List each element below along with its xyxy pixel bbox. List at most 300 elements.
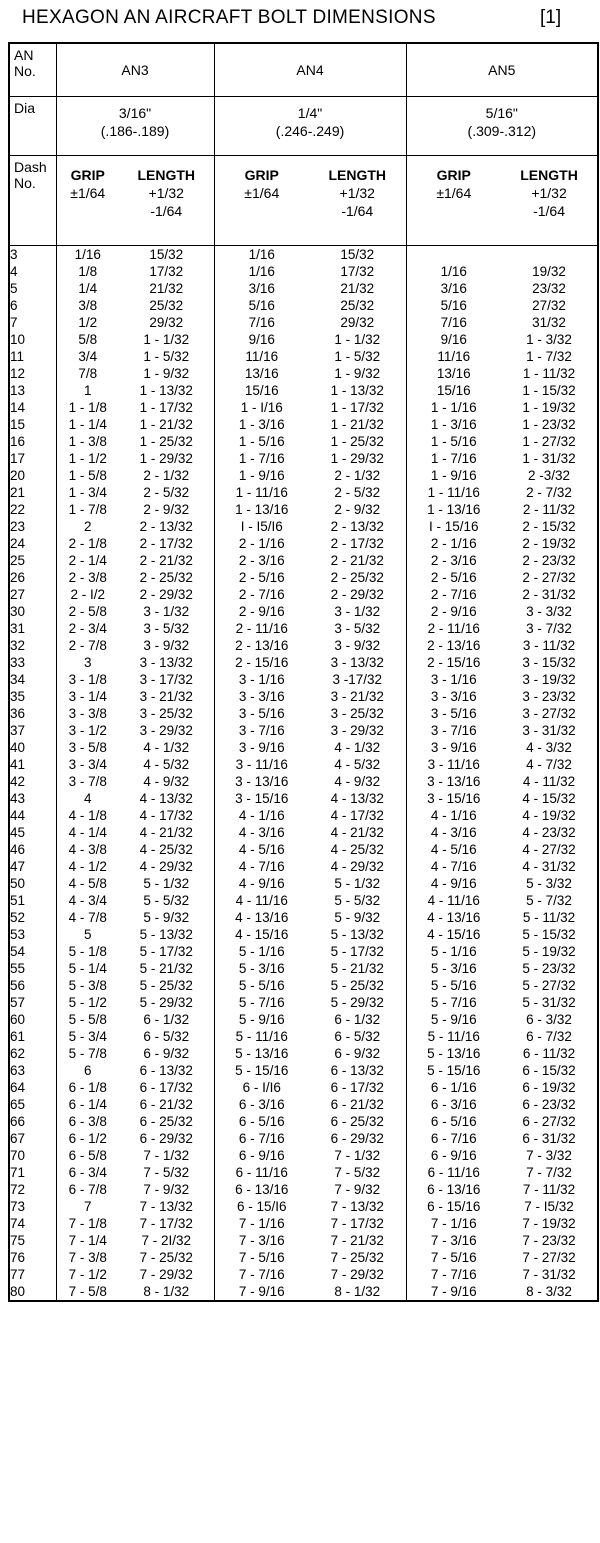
table-row bbox=[9, 569, 598, 586]
an4-length-cell: 2 - 29/32 bbox=[330, 587, 384, 602]
an3-length-cell: 17/32 bbox=[149, 264, 184, 279]
an3-length-cell: 6 - 25/32 bbox=[139, 1114, 193, 1129]
an3-length-cell: 1 - 5/32 bbox=[143, 349, 190, 364]
an5-grip-cell: 2 - 3/16 bbox=[406, 552, 501, 569]
dash-number-cell: 71 bbox=[10, 1165, 26, 1180]
an4-length-cell: 5 - 13/32 bbox=[330, 927, 384, 942]
grip-tolerance: ±1/64 bbox=[70, 185, 106, 201]
an3-grip-cell: 5 - 3/8 bbox=[56, 977, 119, 994]
an5-grip-cell: 7 - 9/16 bbox=[406, 1283, 501, 1301]
an4-grip-cell: 7 - 3/16 bbox=[214, 1232, 309, 1249]
an5-diameter bbox=[406, 97, 598, 156]
dash-number-cell: 35 bbox=[10, 689, 26, 704]
an5-length-cell: 2 - 31/32 bbox=[522, 587, 576, 602]
an5-dia-range: (.309-.312) bbox=[467, 123, 537, 139]
an4-length-cell: 6 - 5/32 bbox=[334, 1029, 381, 1044]
an5-length-cell: 4 - 19/32 bbox=[522, 808, 576, 823]
an3-grip-cell: 3 - 3/8 bbox=[56, 705, 119, 722]
table-row bbox=[9, 909, 598, 926]
an5-length-cell: 1 - 3/32 bbox=[526, 332, 572, 347]
an5-length-cell: 1 - 11/32 bbox=[522, 366, 576, 381]
an4-grip-cell: 3 - 7/16 bbox=[214, 722, 309, 739]
dash-number-cell: 70 bbox=[10, 1148, 26, 1163]
dash-number-cell: 6 bbox=[10, 298, 18, 313]
an5-grip-cell: 2 - 5/16 bbox=[406, 569, 501, 586]
table-row bbox=[9, 399, 598, 416]
an5-length-cell bbox=[501, 246, 598, 264]
an4-length-cell: 4 - 13/32 bbox=[330, 791, 384, 806]
an3-length-cell: 7 - 2I/32 bbox=[141, 1233, 192, 1248]
dash-number-cell: 13 bbox=[10, 383, 26, 398]
an5-length-cell: 6 - 31/32 bbox=[522, 1131, 576, 1146]
an5-grip-cell: 5 - 13/16 bbox=[406, 1045, 501, 1062]
dash-number-cell: 56 bbox=[10, 978, 26, 993]
table-row bbox=[9, 807, 598, 824]
an5-length-cell: 6 - 7/32 bbox=[526, 1029, 572, 1044]
an3-length-cell: 4 - 5/32 bbox=[143, 757, 190, 772]
table-row bbox=[9, 416, 598, 433]
an3-length-cell: 4 - 29/32 bbox=[139, 859, 193, 874]
an3-grip-cell: 1/8 bbox=[56, 263, 119, 280]
an4-length-cell: 2 - 13/32 bbox=[330, 519, 384, 534]
an5-length-cell: 6 - 15/32 bbox=[522, 1063, 576, 1078]
table-row bbox=[9, 1028, 598, 1045]
an3-grip-cell: 3 - 5/8 bbox=[56, 739, 119, 756]
an3-grip-cell: 6 - 7/8 bbox=[56, 1181, 119, 1198]
dash-number-cell: 61 bbox=[10, 1029, 26, 1044]
dash-number-cell: 74 bbox=[10, 1216, 26, 1231]
table-row bbox=[9, 263, 598, 280]
table-row bbox=[9, 365, 598, 382]
an5-length-cell: 1 - 31/32 bbox=[522, 451, 576, 466]
an4-grip-cell: 6 - 13/16 bbox=[214, 1181, 309, 1198]
an3-grip-cell: 1 - 3/8 bbox=[56, 433, 119, 450]
table-row bbox=[9, 552, 598, 569]
an4-length-cell: 1 - 17/32 bbox=[330, 400, 384, 415]
an4-length-cell: 7 - 25/32 bbox=[330, 1250, 384, 1265]
an4-length-cell: 7 - 9/32 bbox=[334, 1182, 381, 1197]
an4-grip-cell: 11/16 bbox=[214, 348, 309, 365]
dash-number-cell: 55 bbox=[10, 961, 26, 976]
an4-grip-cell: 1 - 9/16 bbox=[214, 467, 309, 484]
an4-length-cell: 3 - 9/32 bbox=[334, 638, 381, 653]
an5-grip-cell: 3 - 11/16 bbox=[406, 756, 501, 773]
an4-grip-cell: 1 - 3/16 bbox=[214, 416, 309, 433]
an4-length-cell: 2 - 1/32 bbox=[334, 468, 381, 483]
dash-number-cell: 7 bbox=[10, 315, 18, 330]
an3-grip-cell: 3 - 3/4 bbox=[56, 756, 119, 773]
an5-length-cell: 2 - 15/32 bbox=[522, 519, 576, 534]
an3-length-cell: 2 - 25/32 bbox=[139, 570, 193, 585]
an4-grip-cell: 3 - 1/16 bbox=[214, 671, 309, 688]
an4-grip-cell: 2 - 9/16 bbox=[214, 603, 309, 620]
dash-number-cell: 4 bbox=[10, 264, 18, 279]
an5-length-cell: 4 - 7/32 bbox=[526, 757, 572, 772]
an4-grip-cell: 5/16 bbox=[214, 297, 309, 314]
an4-grip-cell: 7 - 9/16 bbox=[214, 1283, 309, 1301]
table-row bbox=[9, 297, 598, 314]
an4-length-cell: 4 - 25/32 bbox=[330, 842, 384, 857]
an4-grip-cell: I - I5/I6 bbox=[214, 518, 309, 535]
header-row-columns bbox=[9, 156, 598, 246]
an5-length-cell: 1 - 19/32 bbox=[522, 400, 576, 415]
an3-length-cell: 2 - 5/32 bbox=[143, 485, 190, 500]
an4-grip-cell: 2 - 11/16 bbox=[214, 620, 309, 637]
an3-grip-cell: 6 bbox=[56, 1062, 119, 1079]
an5-grip-cell: 4 - 3/16 bbox=[406, 824, 501, 841]
an5-length-cell: 1 - 23/32 bbox=[522, 417, 576, 432]
dash-number-cell: 76 bbox=[10, 1250, 26, 1265]
dash-number-cell: 23 bbox=[10, 519, 26, 534]
an4-grip-cell: 4 - 7/16 bbox=[214, 858, 309, 875]
an3-grip-cell: 5 - 5/8 bbox=[56, 1011, 119, 1028]
table-row bbox=[9, 1079, 598, 1096]
dash-number-cell: 25 bbox=[10, 553, 26, 568]
an3-length-cell: 2 - 21/32 bbox=[139, 553, 193, 568]
an5-length-cell: 3 - 23/32 bbox=[522, 689, 576, 704]
an5-grip-cell: 6 - 3/16 bbox=[406, 1096, 501, 1113]
an3-grip-cell: 5 - 3/4 bbox=[56, 1028, 119, 1045]
an5-grip-cell: 6 - 13/16 bbox=[406, 1181, 501, 1198]
an4-grip-cell: 3 - 5/16 bbox=[214, 705, 309, 722]
reference-number: [1] bbox=[540, 7, 562, 28]
table-row bbox=[9, 824, 598, 841]
an3-grip-cell: 5 - 1/8 bbox=[56, 943, 119, 960]
length-title: LENGTH bbox=[520, 167, 578, 183]
dash-number-cell: 32 bbox=[10, 638, 26, 653]
table-row bbox=[9, 892, 598, 909]
dash-number-cell: 50 bbox=[10, 876, 26, 891]
dash-number-cell: 46 bbox=[10, 842, 26, 857]
an3-length-cell: 5 - 29/32 bbox=[139, 995, 193, 1010]
an4-length-cell: 6 - 29/32 bbox=[330, 1131, 384, 1146]
header-row-an bbox=[9, 43, 598, 97]
an4-grip-cell: 2 - 5/16 bbox=[214, 569, 309, 586]
an5-length-cell: 2 - 19/32 bbox=[522, 536, 576, 551]
an5-length-cell: 4 - 27/32 bbox=[522, 842, 576, 857]
dash-number-cell: 77 bbox=[10, 1267, 26, 1282]
an3-grip-cell: 2 - 7/8 bbox=[56, 637, 119, 654]
table-row bbox=[9, 467, 598, 484]
an5-length-cell: 3 - 7/32 bbox=[526, 621, 572, 636]
dash-number-cell: 36 bbox=[10, 706, 26, 721]
table-row bbox=[9, 1164, 598, 1181]
an4-grip-cell: 4 - 11/16 bbox=[214, 892, 309, 909]
length-tolerance-plus: +1/32 bbox=[148, 185, 184, 201]
an4-length-cell: 7 - 5/32 bbox=[334, 1165, 381, 1180]
an3-length-cell: 2 - 9/32 bbox=[143, 502, 190, 517]
an4-grip-cell: 6 - 5/16 bbox=[214, 1113, 309, 1130]
an3-grip-cell: 1/2 bbox=[56, 314, 119, 331]
an5-length-cell: 3 - 19/32 bbox=[522, 672, 576, 687]
table-row bbox=[9, 331, 598, 348]
grip-tolerance: ±1/64 bbox=[244, 185, 280, 201]
an3-grip-cell: 6 - 1/4 bbox=[56, 1096, 119, 1113]
table-row bbox=[9, 773, 598, 790]
an5-grip-cell: 5 - 9/16 bbox=[406, 1011, 501, 1028]
an4-grip-cell: 2 - 3/16 bbox=[214, 552, 309, 569]
an4-length-cell: 2 - 21/32 bbox=[330, 553, 384, 568]
an3-length-cell: 1 - 21/32 bbox=[139, 417, 193, 432]
an3-length-cell: 1 - 9/32 bbox=[143, 366, 190, 381]
an4-grip-cell: 4 - 15/16 bbox=[214, 926, 309, 943]
an5-length-cell: 2 - 7/32 bbox=[526, 485, 572, 500]
an4-header: AN4 bbox=[214, 43, 406, 97]
an5-grip-cell: 5/16 bbox=[406, 297, 501, 314]
dash-number-label bbox=[9, 156, 56, 246]
an3-grip-cell: 5 - 1/2 bbox=[56, 994, 119, 1011]
an3-length-cell: 4 - 17/32 bbox=[139, 808, 193, 823]
dash-number-cell: 60 bbox=[10, 1012, 26, 1027]
an3-grip-cell: 1 - 7/8 bbox=[56, 501, 119, 518]
an5-length-cell: 7 - 19/32 bbox=[522, 1216, 576, 1231]
an4-grip-cell: 1 - I/16 bbox=[214, 399, 309, 416]
length-tolerance-plus: +1/32 bbox=[531, 185, 567, 201]
an5-length-cell: 4 - 31/32 bbox=[522, 859, 576, 874]
header-row-diameter bbox=[9, 97, 598, 156]
an3-length-cell: 3 - 5/32 bbox=[143, 621, 190, 636]
an4-length-cell: 6 - 21/32 bbox=[330, 1097, 384, 1112]
an4-length-cell: 5 - 9/32 bbox=[334, 910, 381, 925]
an5-length-cell: 5 - 23/32 bbox=[522, 961, 576, 976]
an5-grip-cell: 1 - 9/16 bbox=[406, 467, 501, 484]
an3-grip-cell: 5 - 1/4 bbox=[56, 960, 119, 977]
an3-dia-fraction: 3/16" bbox=[118, 105, 152, 121]
dash-number-cell: 11 bbox=[10, 349, 25, 364]
dash-number-cell: 47 bbox=[10, 859, 26, 874]
an5-length-cell: 2 -3/32 bbox=[528, 468, 571, 483]
an4-grip-cell: 3 - 13/16 bbox=[214, 773, 309, 790]
an4-grip-cell: 2 - 1/16 bbox=[214, 535, 309, 552]
dash-number-cell: 34 bbox=[10, 672, 26, 687]
an4-grip-cell: 5 - 3/16 bbox=[214, 960, 309, 977]
an3-length-cell: 4 - 21/32 bbox=[139, 825, 193, 840]
an3-grip-cell: 3/8 bbox=[56, 297, 119, 314]
an4-length-cell: 3 - 5/32 bbox=[334, 621, 381, 636]
an5-length-cell: 7 - 11/32 bbox=[522, 1182, 576, 1197]
an3-header: AN3 bbox=[56, 43, 214, 97]
an5-length-cell: 5 - 19/32 bbox=[522, 944, 576, 959]
an4-length-cell: 6 - 9/32 bbox=[334, 1046, 381, 1061]
an4-grip-cell: 4 - 1/16 bbox=[214, 807, 309, 824]
an5-grip-cell: 7 - 1/16 bbox=[406, 1215, 501, 1232]
an5-grip-cell: 3 - 1/16 bbox=[406, 671, 501, 688]
an3-length-cell: 6 - 9/32 bbox=[143, 1046, 190, 1061]
an3-grip-cell: 7 - 5/8 bbox=[56, 1283, 119, 1301]
an5-grip-cell: 13/16 bbox=[406, 365, 501, 382]
an5-length-cell: 4 - 15/32 bbox=[522, 791, 576, 806]
an3-grip-cell: 2 - 1/8 bbox=[56, 535, 119, 552]
an4-length-cell: 1 - 25/32 bbox=[330, 434, 384, 449]
an5-length-cell: 2 - 23/32 bbox=[522, 553, 576, 568]
table-row bbox=[9, 450, 598, 467]
dash-number-cell: 57 bbox=[10, 995, 26, 1010]
an5-length-cell: 27/32 bbox=[532, 298, 566, 313]
an4-grip-cell: 5 - 13/16 bbox=[214, 1045, 309, 1062]
an3-grip-cell: 3 - 1/4 bbox=[56, 688, 119, 705]
an3-length-cell: 6 - 5/32 bbox=[143, 1029, 190, 1044]
an5-grip-cell: 2 - 15/16 bbox=[406, 654, 501, 671]
an3-length-cell: 7 - 1/32 bbox=[143, 1148, 190, 1163]
an5-grip-cell: 6 - 15/16 bbox=[406, 1198, 501, 1215]
an4-length-cell: 2 - 9/32 bbox=[334, 502, 381, 517]
an5-grip-cell bbox=[406, 246, 501, 264]
an4-grip-cell: 6 - 11/16 bbox=[214, 1164, 309, 1181]
an3-length-cell: 5 - 21/32 bbox=[139, 961, 193, 976]
an5-grip-cell: 1 - 11/16 bbox=[406, 484, 501, 501]
dash-number-cell: 20 bbox=[10, 468, 26, 483]
length-title: LENGTH bbox=[137, 167, 196, 183]
an3-grip-cell: 1 - 1/4 bbox=[56, 416, 119, 433]
an4-grip-cell: 1 - 5/16 bbox=[214, 433, 309, 450]
an5-grip-cell: 7 - 5/16 bbox=[406, 1249, 501, 1266]
an5-grip-cell: 6 - 9/16 bbox=[406, 1147, 501, 1164]
table-row bbox=[9, 926, 598, 943]
an3-grip-cell: 4 - 3/8 bbox=[56, 841, 119, 858]
an4-length-cell: 2 - 17/32 bbox=[330, 536, 384, 551]
dash-number-cell: 24 bbox=[10, 536, 26, 551]
an5-length-cell: 2 - 11/32 bbox=[522, 502, 576, 517]
dash-number-cell: 33 bbox=[10, 655, 26, 670]
an4-grip-cell: 1 - 11/16 bbox=[214, 484, 309, 501]
an5-grip-cell: 5 - 15/16 bbox=[406, 1062, 501, 1079]
table-row bbox=[9, 977, 598, 994]
an4-length-cell: 2 - 25/32 bbox=[330, 570, 384, 585]
an4-grip-cell: 4 - 13/16 bbox=[214, 909, 309, 926]
an3-grip-cell: 1 - 1/8 bbox=[56, 399, 119, 416]
an5-length-cell: 5 - 7/32 bbox=[526, 893, 572, 908]
an3-grip-cell: 3 - 7/8 bbox=[56, 773, 119, 790]
an3-dia-range: (.186-.189) bbox=[100, 123, 170, 139]
an3-length-cell: 7 - 17/32 bbox=[139, 1216, 193, 1231]
an5-grip-cell: 4 - 15/16 bbox=[406, 926, 501, 943]
table-row bbox=[9, 246, 598, 264]
dash-number-cell: 72 bbox=[10, 1182, 26, 1197]
an4-length-cell: 4 - 1/32 bbox=[334, 740, 381, 755]
table-row bbox=[9, 994, 598, 1011]
an3-length-cell: 25/32 bbox=[149, 298, 184, 313]
an4-grip-cell: 1 - 13/16 bbox=[214, 501, 309, 518]
an5-grip-cell: 4 - 9/16 bbox=[406, 875, 501, 892]
an4-dia-range: (.246-.249) bbox=[275, 123, 345, 139]
table-row bbox=[9, 654, 598, 671]
an5-length-cell: 5 - 11/32 bbox=[522, 910, 576, 925]
an5-grip-cell: 1 - 3/16 bbox=[406, 416, 501, 433]
an5-length-cell: 23/32 bbox=[532, 281, 566, 296]
an4-grip-header bbox=[214, 156, 309, 246]
an4-length-cell: 6 - 25/32 bbox=[330, 1114, 384, 1129]
an3-length-cell: 21/32 bbox=[149, 281, 184, 296]
an4-length-cell: 17/32 bbox=[340, 264, 375, 279]
an3-length-cell: 3 - 17/32 bbox=[139, 672, 193, 687]
dash-number-cell: 40 bbox=[10, 740, 26, 755]
an3-grip-cell: 6 - 5/8 bbox=[56, 1147, 119, 1164]
an4-grip-cell: 4 - 5/16 bbox=[214, 841, 309, 858]
an4-grip-cell: 5 - 9/16 bbox=[214, 1011, 309, 1028]
an3-grip-cell: 3 - 1/2 bbox=[56, 722, 119, 739]
table-row bbox=[9, 1232, 598, 1249]
dash-number-cell: 43 bbox=[10, 791, 26, 806]
dash-number-cell: 14 bbox=[10, 400, 26, 415]
an5-grip-cell: 3 - 3/16 bbox=[406, 688, 501, 705]
an3-length-cell: 3 - 21/32 bbox=[139, 689, 193, 704]
an4-length-cell: 29/32 bbox=[340, 315, 375, 330]
an-number-label bbox=[9, 43, 56, 97]
an5-header: AN5 bbox=[406, 43, 598, 97]
an5-grip-cell: 4 - 1/16 bbox=[406, 807, 501, 824]
an3-length-cell: 2 - 29/32 bbox=[139, 587, 193, 602]
an4-grip-cell: 1 - 7/16 bbox=[214, 450, 309, 467]
an3-grip-cell: 2 - 3/4 bbox=[56, 620, 119, 637]
an4-length-cell: 4 - 9/32 bbox=[334, 774, 381, 789]
an4-length-cell: 3 - 29/32 bbox=[330, 723, 384, 738]
dash-number-cell: 37 bbox=[10, 723, 26, 738]
dash-number-cell: 66 bbox=[10, 1114, 26, 1129]
an5-length-cell: 31/32 bbox=[532, 315, 566, 330]
an3-length-cell: 3 - 1/32 bbox=[143, 604, 190, 619]
table-row bbox=[9, 1113, 598, 1130]
an4-length-cell: 25/32 bbox=[340, 298, 375, 313]
an3-grip-cell: 5 - 7/8 bbox=[56, 1045, 119, 1062]
an4-dia-fraction: 1/4" bbox=[297, 105, 323, 121]
dash-number-cell: 31 bbox=[10, 621, 26, 636]
an5-length-cell: 19/32 bbox=[532, 264, 566, 279]
table-row bbox=[9, 858, 598, 875]
an3-length-cell: 6 - 13/32 bbox=[139, 1063, 193, 1078]
dash-number-cell: 21 bbox=[10, 485, 26, 500]
an5-length-cell: 4 - 23/32 bbox=[522, 825, 576, 840]
an3-length-cell: 8 - 1/32 bbox=[143, 1284, 190, 1299]
an4-grip-cell: 3 - 3/16 bbox=[214, 688, 309, 705]
an5-length-cell: 6 - 23/32 bbox=[522, 1097, 576, 1112]
an3-grip-cell: 3 bbox=[56, 654, 119, 671]
an4-grip-cell: 7 - 1/16 bbox=[214, 1215, 309, 1232]
an5-grip-cell: 1 - 13/16 bbox=[406, 501, 501, 518]
table-row bbox=[9, 280, 598, 297]
an3-grip-cell: 4 bbox=[56, 790, 119, 807]
dash-number-cell: 5 bbox=[10, 281, 18, 296]
grip-title: GRIP bbox=[70, 167, 105, 183]
table-row bbox=[9, 875, 598, 892]
an4-grip-cell: 5 - 11/16 bbox=[214, 1028, 309, 1045]
an4-length-cell: 4 - 21/32 bbox=[330, 825, 384, 840]
an3-length-cell: 6 - 1/32 bbox=[143, 1012, 190, 1027]
an3-grip-cell: 1 - 3/4 bbox=[56, 484, 119, 501]
an5-grip-cell: 6 - 11/16 bbox=[406, 1164, 501, 1181]
an3-length-cell: 6 - 21/32 bbox=[139, 1097, 193, 1112]
an3-diameter bbox=[56, 97, 214, 156]
an4-grip-cell: 5 - 5/16 bbox=[214, 977, 309, 994]
an5-grip-cell: 15/16 bbox=[406, 382, 501, 399]
an4-length-cell: 6 - 17/32 bbox=[330, 1080, 384, 1095]
table-row bbox=[9, 790, 598, 807]
an4-length-cell: 6 - 13/32 bbox=[330, 1063, 384, 1078]
an3-length-cell: 1 - 29/32 bbox=[139, 451, 193, 466]
an5-length-cell: 4 - 3/32 bbox=[526, 740, 572, 755]
table-row bbox=[9, 620, 598, 637]
table-row bbox=[9, 688, 598, 705]
an5-length-cell: 3 - 11/32 bbox=[522, 638, 576, 653]
an4-grip-cell: 1/16 bbox=[214, 263, 309, 280]
an3-length-cell: 2 - 1/32 bbox=[143, 468, 190, 483]
an3-grip-cell: 7 - 1/2 bbox=[56, 1266, 119, 1283]
table-row bbox=[9, 841, 598, 858]
an3-length-cell: 7 - 9/32 bbox=[143, 1182, 190, 1197]
an3-length-cell: 1 - 1/32 bbox=[143, 332, 190, 347]
dash-number-cell: 54 bbox=[10, 944, 26, 959]
an5-grip-cell: 5 - 11/16 bbox=[406, 1028, 501, 1045]
an4-grip-cell: 2 - 13/16 bbox=[214, 637, 309, 654]
